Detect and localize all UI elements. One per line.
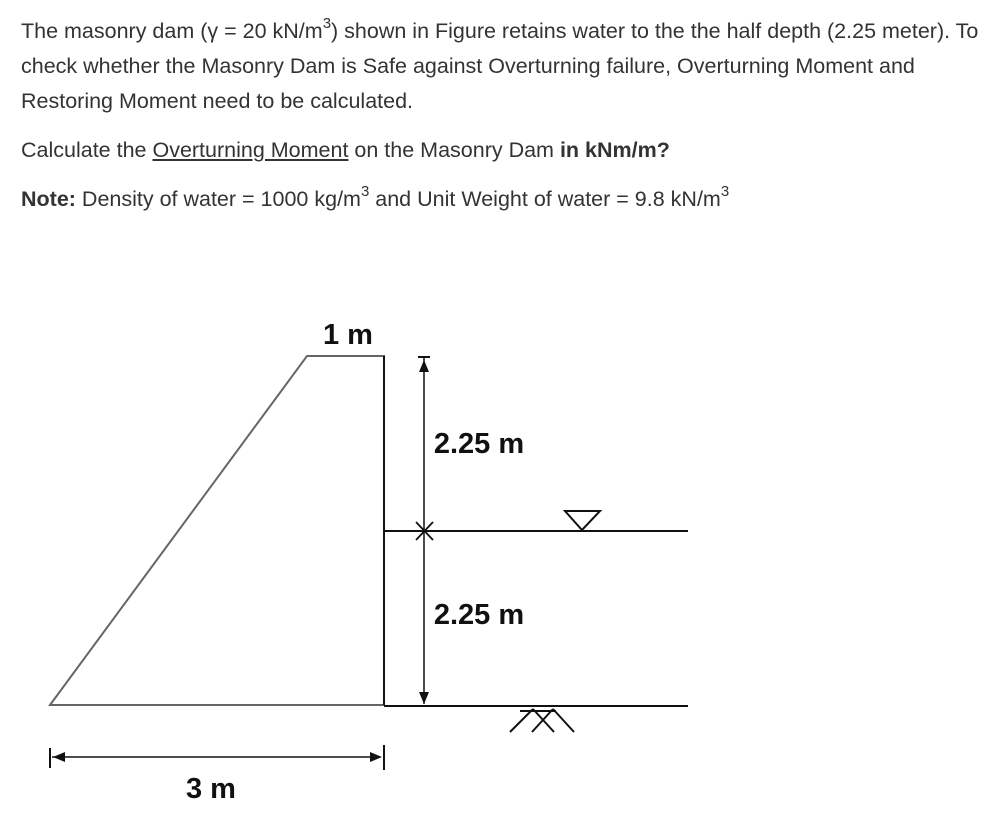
ground-hatch-icon [510, 709, 574, 732]
water-level-icon [565, 511, 600, 530]
top-width-label: 1 m [323, 319, 373, 351]
overturning-moment-underlined: Overturning Moment [152, 138, 349, 162]
base-width-label: 3 m [186, 773, 236, 805]
upper-height-label: 2.25 m [433, 428, 525, 460]
lower-height-label: 2.25 m [433, 599, 525, 631]
note-label: Note: [21, 187, 76, 211]
dam-cross-section [50, 356, 384, 705]
superscript-3: 3 [322, 14, 332, 32]
problem-statement: The masonry dam (γ = 20 $kN/m^3$) shown in Figure retains water to the the half depth (2.25 meter). To check whether the Masonry Dam is Safe against Overturning failure, Overturning Moment and Restoring Moment need to be calculated. [21, 14, 979, 113]
arrow-right-icon [370, 752, 382, 762]
arrow-up-icon [419, 360, 429, 372]
arrow-down-icon [419, 692, 429, 704]
units-bold: in kNm/m? [559, 138, 670, 162]
question-prompt: Calculate the Overturning Moment on the Masonry Dam in kNm/m? [21, 138, 670, 162]
arrow-left-icon [53, 752, 65, 762]
note: Note: Density of water = 1000 $kg/m^3$ and Unit Weight of water = 9.8 $kN/m^3$ [21, 182, 730, 211]
